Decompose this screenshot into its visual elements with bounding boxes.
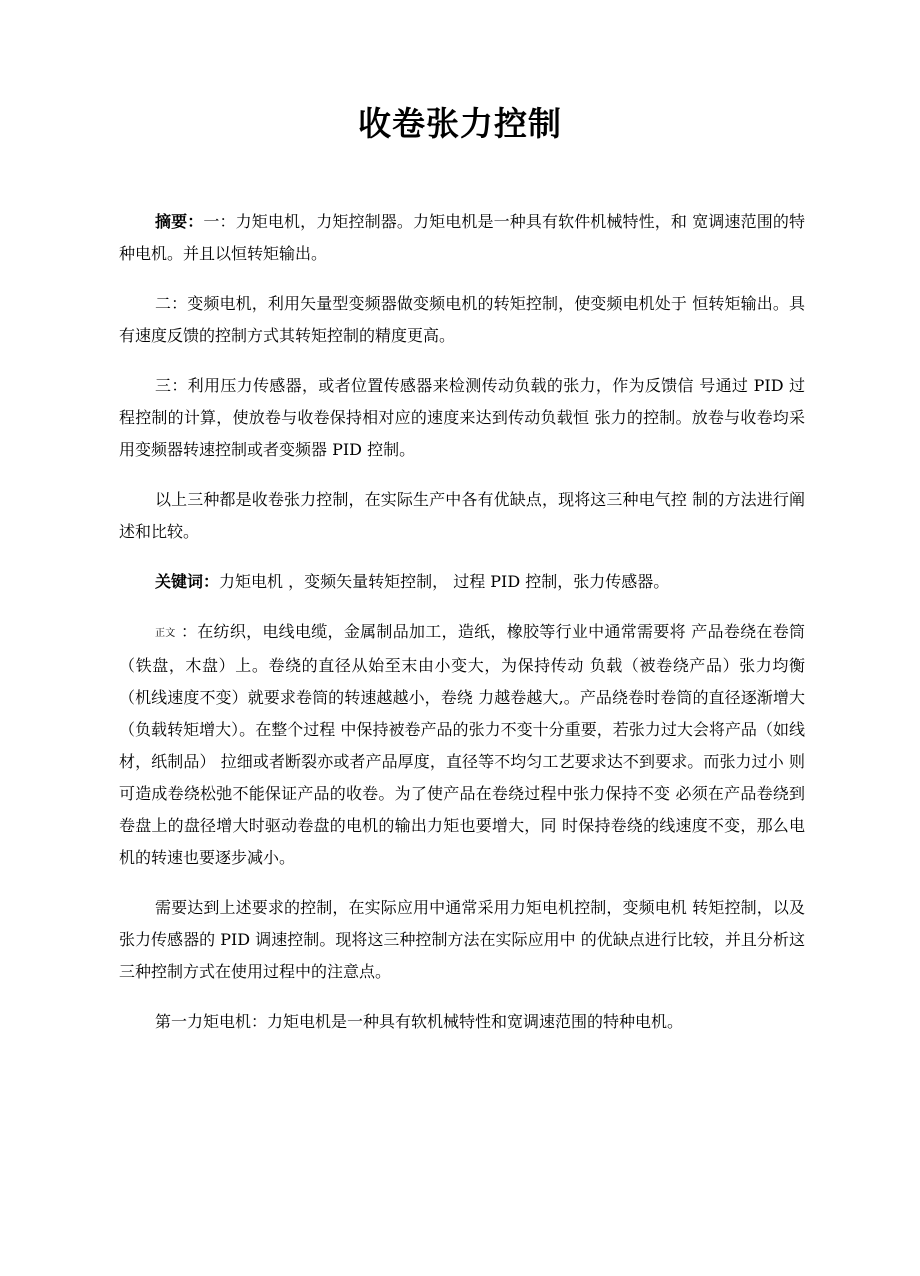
document-body [119, 206, 805, 1056]
keywords-label: 关键词： [155, 572, 220, 591]
body-paragraph [119, 616, 805, 874]
paragraph-torque-motor: 第一力矩电机：力矩电机是一种具有软机械特性和宽调速范围的特种电机。 [155, 1012, 684, 1031]
document-title: 收卷张力控制 [358, 104, 562, 143]
abstract-text: 一：力矩电机，力矩控制器。力矩电机是一种具有软件机械特性，和 宽调速范围的特种电机。并且以恒转矩输出。 [119, 212, 805, 263]
paragraph-summary: 以上三种都是收卷张力控制，在实际生产中各有优缺点，现将这三种电气控 制的方法进行阐述和比较。 [119, 490, 805, 541]
paragraph-two: 二：变频电机，利用矢量型变频器做变频电机的转矩控制，使变频电机处于 恒转矩输出。具有速度反馈的控制方式其转矩控制的精度更高。 [119, 294, 805, 345]
paragraph-requirements: 需要达到上述要求的控制，在实际应用中通常采用力矩电机控制，变频电机 转矩控制，以及张力传感器的 PID 调速控制。现将这三种控制方法在实际应用中 的优缺点进行比较，并且分析这三种控制方式在使用过程中的注意点。 [119, 898, 805, 981]
body-text: ：在纺织，电线电缆，金属制品加工，造纸，橡胶等行业中通常需要将 产品卷绕在卷筒（铁盘，木盘）上。卷绕的直径从始至末由小变大，为保持传动 负载（被卷绕产品）张力均衡（机线速度不变）就要求卷筒的转速越越小，卷绕 力越卷越大,。产品绕卷时卷筒的直径逐渐增大（负载转矩增大）。在整个过程 中保持被卷产品的张力不变十分重要，若张力过大会将产品（如线材，纸制品） 拉细或者断裂亦或者产品厚度，直径等不均匀工艺要求达不到要求。而张力过小 则可造成卷绕松弛不能保证产品的收卷。为了使产品在卷绕过程中张力保持不变 必须在产品卷绕到卷盘上的盘径增大时驱动卷盘的电机的输出力矩也要增大，同 时保持卷绕的线速度不变，那么电机的转速也要逐步减小。 [119, 622, 805, 867]
keywords-text: 力矩电机 ，变频矢量转矩控制， 过程 PID 控制，张力传感器。 [219, 572, 670, 591]
abstract-paragraph [119, 206, 805, 270]
body-label: 正文 [155, 628, 176, 639]
keywords-paragraph [119, 566, 805, 598]
paragraph-three: 三：利用压力传感器，或者位置传感器来检测传动负载的张力，作为反馈信 号通过 PID 过程控制的计算，使放卷与收卷保持相对应的速度来达到传动负载恒 张力的控制。放卷与收卷均采用变频器转速控制或者变频器 PID 控制。 [119, 376, 805, 459]
abstract-label: 摘要： [155, 212, 204, 231]
